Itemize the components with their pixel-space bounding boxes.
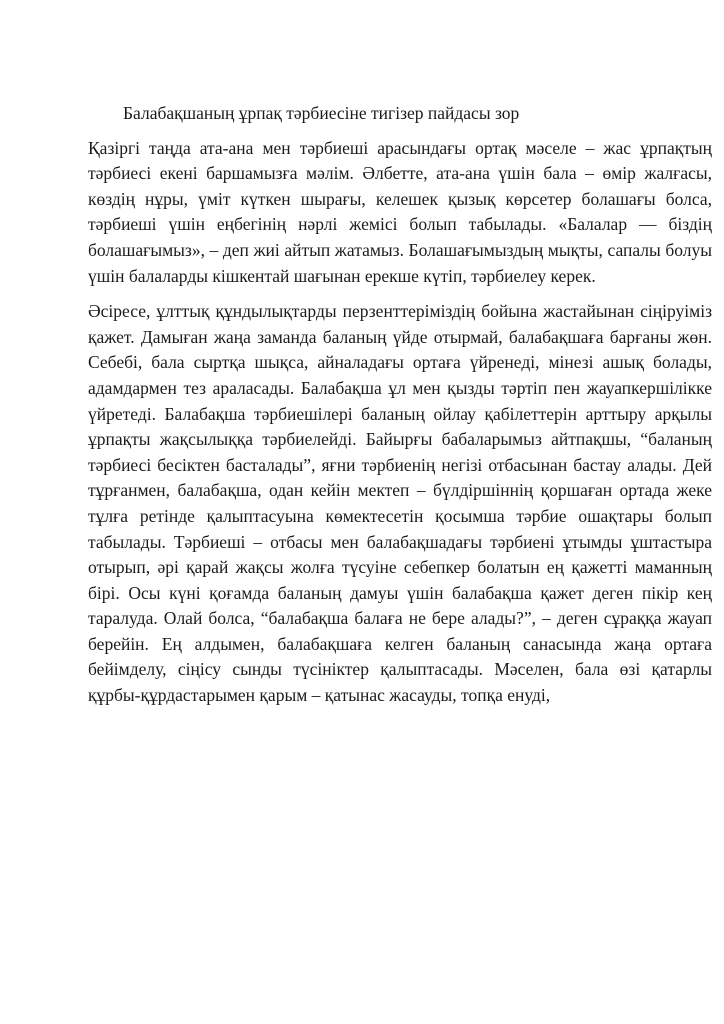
- document-content: [88, 101, 712, 709]
- paragraph-1: Қазіргі таңда ата-ана мен тәрбиеші арасындағы ортақ мәселе – жас ұрпақтың тәрбиесі екені баршамызға мәлім. Әлбетте, ата-ана үшін бала – өмір жалғасы, көздің нұры, үміт күткен шырағы, келешек қызық көрсетер болашағы болса, тәрбиеші үшін еңбегінің нәрлі жемісі болып табылады. «Балалар — біздің болашағымыз», – деп жиі айтып жатамыз. Болашағымыздың мықты, сапалы болуы үшін балаларды кішкентай шағынан ерекше күтіп, тәрбиелеу керек.: [88, 137, 712, 286]
- document-title: Балабақшаның ұрпақ тәрбиесіне тигізер пайдасы зор: [123, 103, 520, 123]
- paragraph-2: Әсіресе, ұлттық құндылықтарды перзенттеріміздің бойына жастайынан сіңіруіміз қажет. Дамыған жаңа заманда баланың үйде отырмай, балабақшаға барғаны жөн. Себебі, бала сыртқа шықса, айналадағы ортаға үйренеді, мінезі ашық болады, адамдармен тез араласады. Балабақша ұл мен қызды тәртіп пен жауапкершілікке үйретеді. Балабақша тәрбиешілері баланың ойлау қабілеттерін арттыру арқылы ұрпақты жақсылыққа тәрбиелейді. Байырғы бабаларымыз айтпақшы, “баланың тәрбиесі бесіктен басталады”, яғни тәрбиенің негізі отбасынан бастау алады. Дей тұрғанмен, балабақша, одан кейін мектеп – бүлдіршіннің қоршаған ортада жеке тұлға ретінде қалыптасуына көмектесетін қосымша тәрбие ошақтары болып табылады. Тәрбиеші – отбасы мен балабақшадағы тәрбиені ұтымды ұштастыра отырып, әрі қарай жақсы жолға түсуіне себепкер болатын ең қажетті маманның бірі. Осы күні қоғамда баланың дамуы үшін балабақша қажет деген пікір кең таралуда. Олай болса, “балабақша балаға не бере алады?”, – деген сұраққа жауап берейін. Ең алдымен, балабақшаға келген баланың санасында жаңа ортаға бейімделу, сіңісу сынды түсініктер қалыптасады. Мәселен, бала өзі қатарлы құрбы-құрдастарымен қарым – қатынас жасауды, топқа енуді,: [88, 301, 712, 706]
